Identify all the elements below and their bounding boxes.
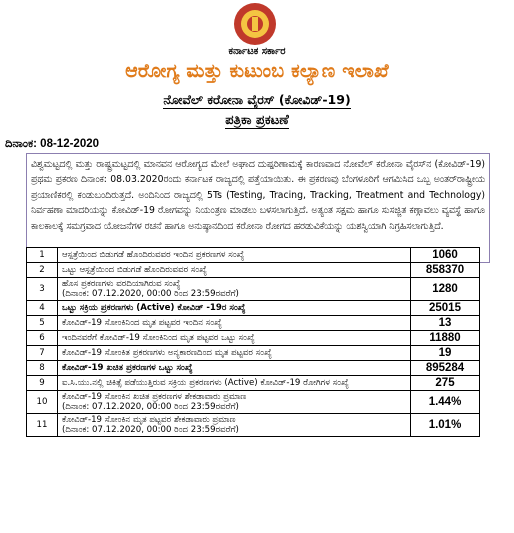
table-row [27, 376, 480, 391]
row-label-date: (ದಿನಾಂಕ: 07.12.2020, 00:00 ರಿಂದ 23:59ರವರೆಗೆ) [62, 289, 239, 299]
row-number: 5 [27, 316, 58, 331]
row-label [58, 376, 411, 391]
subject-line: ನೋವೆಲ್ ಕರೋನಾ ವೈರಸ್ (ಕೋವಿಡ್-19) [163, 92, 351, 107]
row-number: 11 [27, 414, 58, 437]
row-label-text: ಕೋವಿಡ್-19 ಸೋಂಕಿನ ಖಚಿತ ಪ್ರಕರಣಗಳ ಶೇಕಡಾವಾರು ಪ್ರಮಾಣ [62, 392, 247, 402]
table-row [27, 331, 480, 346]
row-value: 1.01% [411, 414, 480, 437]
table-row [27, 391, 480, 414]
row-label [58, 248, 411, 263]
row-value: 1.44% [411, 391, 480, 414]
karnataka-emblem-icon [233, 2, 277, 46]
row-value: 11880 [411, 331, 480, 346]
row-label-text: ಐ.ಸಿ.ಯು.ನಲ್ಲಿ ಚಿಕಿತ್ಸೆ ಪಡೆಯುತ್ತಿರುವ ಸಕ್ರಿಯ ಪ್ರಕರಣಗಳು (Active) ಕೋವಿಡ್-19 ರೋಗಿಗಳ ಸಂಖ್ಯೆ [62, 378, 349, 388]
row-label-text: ಇಂದಿನವರೆಗೆ ಕೋವಿಡ್-19 ಸೋಂಕಿನಿಂದ ಮೃತ ಪಟ್ಟವರ ಒಟ್ಟು ಸಂಖ್ಯೆ [62, 333, 255, 343]
row-number: 4 [27, 301, 58, 316]
row-label-text: ಆಸ್ಪತ್ರೆಯಿಂದ ಬಿಡುಗಡೆ ಹೊಂದಿರುವವರ ಇಂದಿನ ಪ್ರಕರಣಗಳ ಸಂಖ್ಯೆ [62, 250, 245, 260]
row-number: 8 [27, 361, 58, 376]
row-number: 1 [27, 248, 58, 263]
table-row [27, 263, 480, 278]
government-title: ಕರ್ನಾಟಕ ಸರ್ಕಾರ [228, 46, 286, 57]
row-label-text: ಹೊಸ ಪ್ರಕರಣಗಳು ವರದಿಯಾಗಿರುವ ಸಂಖ್ಯೆ [62, 279, 181, 289]
covid-stats-table [26, 247, 480, 437]
row-label [58, 391, 411, 414]
table-row [27, 248, 480, 263]
row-number: 2 [27, 263, 58, 278]
row-value: 275 [411, 376, 480, 391]
row-label [58, 361, 411, 376]
row-label [58, 263, 411, 278]
row-number: 7 [27, 346, 58, 361]
table-row [27, 301, 480, 316]
department-title: ಆರೋಗ್ಯ ಮತ್ತು ಕುಟುಂಬ ಕಲ್ಯಾಣ ಇಲಾಖೆ [125, 60, 389, 82]
row-value: 895284 [411, 361, 480, 376]
row-label-text: ಒಟ್ಟು ಸಕ್ರಿಯ ಪ್ರಕರಣಗಳು (Active) ಕೋವಿಡ್ -19ರ ಸಂಖ್ಯೆ [62, 303, 246, 313]
row-label [58, 316, 411, 331]
intro-paragraph: ವಿಶ್ವಮಟ್ಟದಲ್ಲಿ ಮತ್ತು ರಾಷ್ಟ್ರಮಟ್ಟದಲ್ಲಿ ಮಾನವನ ಆರೋಗ್ಯದ ಮೇಲೆ ಅಘಾದ ದುಷ್ಪರಿಣಾಮಕ್ಕೆ ಕಾರಣವಾದ ನೋವೆಲ್ ಕರೋನಾ ವೈರಸ್‌ನ (ಕೋವಿಡ್-19) ಪ್ರಥಮ ಪ್ರಕರಣ ದಿನಾಂಕ: 08.03.2020ರಂದು ಕರ್ನಾಟಕ ರಾಜ್ಯದಲ್ಲಿ ಪತ್ತೆಯಾಯಿತು. ಈ ಪ್ರಕರಣವು ಬೆಂಗಳೂರಿಗೆ ಆಗಮಿಸಿದ ಒಬ್ಬ ಅಂತರ್‌ರಾಷ್ಟ್ರೀಯ ಪ್ರಯಾಣಿಕರಲ್ಲಿ ಕಂಡುಬಂದಿರುತ್ತದೆ. ಅಂದಿನಿಂದ ರಾಜ್ಯದಲ್ಲಿ 5Ts (Testing, Tracing, Tracking, Treatment and Technology) ನಿರ್ವಹಣಾ ಮಾದರಿಯನ್ನು ಕೋವಿಡ್-19 ರೋಗವನ್ನು ನಿಯಂತ್ರಣ ಮಾಡಲು ಬಳಸಲಾಗುತ್ತಿದೆ. ಅತ್ಯಂತ ಸಕ್ಷಮ ಹಾಗೂ ಸುಸಜ್ಜಿತ ಕಣ್ಗಾವಲು ವ್ಯವಸ್ಥೆ ಹಾಗೂ ಕಾಲಕಾಲಕ್ಕೆ ಸಮಗ್ರವಾದ ಯೋಜನೆಗಳ ರಚನೆ ಹಾಗೂ ಅನುಷ್ಠಾನದಿಂದ ಕರೋನಾ ರೋಗದ ಹರಡುವಿಕೆಯನ್ನು ಯಶಸ್ವಿಯಾಗಿ ನಿಗ್ರಹಿಸಲಾಗುತ್ತಿದೆ. [26, 153, 490, 263]
row-label-text: ಕೋವಿಡ್-19 ಸೋಂಕಿನ ಮೃತ ಪಟ್ಟವರ ಶೇಕಡಾವಾರು ಪ್ರಮಾಣ [62, 415, 236, 425]
row-label-text: ಒಟ್ಟು ಆಸ್ಪತ್ರೆಯಿಂದ ಬಿಡುಗಡೆ ಹೊಂದಿರುವವರ ಸಂಖ್ಯೆ [62, 265, 208, 275]
row-value: 19 [411, 346, 480, 361]
row-label-text: ಕೋವಿಡ್-19 ಸೋಂಕಿತ ಪ್ರಕರಣಗಳು ಅನ್ಯಕಾರಣದಿಂದ ಮೃತ ಪಟ್ಟವರ ಸಂಖ್ಯೆ [62, 348, 272, 358]
row-number: 6 [27, 331, 58, 346]
table-row [27, 316, 480, 331]
release-date: ದಿನಾಂಕ: 08-12-2020 [5, 138, 100, 150]
table-row [27, 346, 480, 361]
table-row [27, 414, 480, 437]
table-row [27, 361, 480, 376]
press-release-title: ಪತ್ರಿಕಾ ಪ್ರಕಟಣೆ [225, 113, 289, 128]
row-label [58, 346, 411, 361]
row-label-date: (ದಿನಾಂಕ: 07.12.2020, 00:00 ರಿಂದ 23:59ರವರೆಗೆ) [62, 425, 239, 435]
row-value: 25015 [411, 301, 480, 316]
row-label [58, 301, 411, 316]
table-row [27, 278, 480, 301]
row-number: 10 [27, 391, 58, 414]
row-value: 13 [411, 316, 480, 331]
row-label-date: (ದಿನಾಂಕ: 07.12.2020, 00:00 ರಿಂದ 23:59ರವರೆಗೆ) [62, 402, 239, 412]
row-number: 3 [27, 278, 58, 301]
row-number: 9 [27, 376, 58, 391]
row-value: 1060 [411, 248, 480, 263]
row-value: 1280 [411, 278, 480, 301]
row-label-text: ಕೋವಿಡ್-19 ಖಚಿತ ಪ್ರಕರಣಗಳ ಒಟ್ಟು ಸಂಖ್ಯೆ [62, 363, 193, 373]
row-label [58, 278, 411, 301]
row-label-text: ಕೋವಿಡ್-19 ಸೋಂಕಿನಿಂದ ಮೃತ ಪಟ್ಟವರ ಇಂದಿನ ಸಂಖ್ಯೆ [62, 318, 222, 328]
row-value: 858370 [411, 263, 480, 278]
row-label [58, 331, 411, 346]
row-label [58, 414, 411, 437]
